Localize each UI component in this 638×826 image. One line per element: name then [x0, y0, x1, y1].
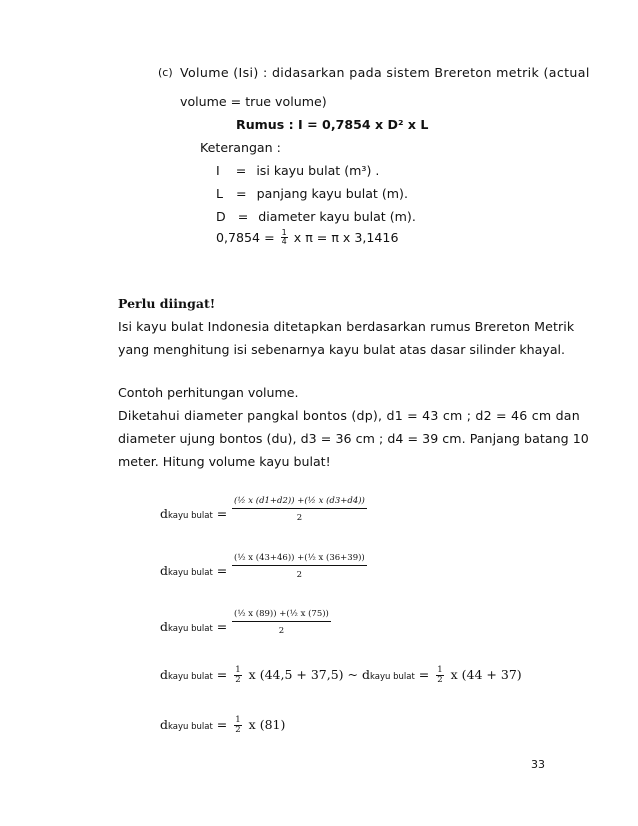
- perlu-heading: Perlu diingat!: [118, 296, 216, 311]
- d-symbol: d: [160, 717, 169, 732]
- frac-denominator: 4: [281, 237, 287, 246]
- d-kayu-bulat-label: [160, 619, 227, 634]
- frac-denominator: 2: [437, 675, 443, 685]
- formula-fraction: [232, 553, 367, 580]
- d-symbol: d: [160, 619, 169, 634]
- d-symbol: d: [160, 667, 169, 682]
- rumus-formula: Rumus : I = 0,7854 x D² x L: [236, 117, 429, 132]
- item-description: panjang kayu bulat (m).: [256, 186, 408, 201]
- equals-sign: =: [216, 506, 228, 521]
- frac-numerator: 1: [281, 228, 287, 237]
- quarter-fraction: [281, 229, 288, 246]
- item-symbol: D: [216, 209, 226, 224]
- equals-sign: =: [216, 563, 228, 578]
- keterangan-label: Keterangan :: [200, 140, 281, 155]
- keterangan-item: [216, 163, 379, 178]
- d-subscript: kayu bulat: [369, 672, 415, 682]
- d-kayu-bulat-label: [160, 506, 227, 521]
- formula-fraction: [232, 496, 367, 523]
- item-description: diameter kayu bulat (m).: [258, 209, 416, 224]
- fraction-denominator: 2: [296, 570, 303, 580]
- contoh-line-2: diameter ujung bontos (du), d3 = 36 cm ; d4 = 39 cm. Panjang batang 10: [118, 431, 589, 446]
- page-number: 33: [531, 758, 545, 771]
- equals-sign: =: [418, 667, 430, 682]
- step-4-line: [160, 666, 522, 685]
- contoh-heading: Contoh perhitungan volume.: [118, 385, 299, 400]
- equals-sign: =: [216, 717, 228, 732]
- fraction-numerator: (½ x (89)) +(½ x (75)): [232, 609, 331, 622]
- half-fraction: [436, 666, 443, 685]
- half-fraction: [234, 716, 241, 735]
- d-subscript: kayu bulat: [168, 722, 213, 732]
- step-4-right-expression: x (44 + 37): [450, 667, 522, 682]
- item-equals: =: [237, 209, 249, 224]
- d-subscript: kayu bulat: [168, 568, 213, 578]
- equals-sign: =: [216, 667, 228, 682]
- constant-right: x π = π x 3,1416: [293, 230, 399, 245]
- step-4-expression: x (44,5 + 37,5) ~: [248, 667, 358, 682]
- contoh-line-3: meter. Hitung volume kayu bulat!: [118, 454, 331, 469]
- contoh-line-1: Diketahui diameter pangkal bontos (dp), d1 = 43 cm ; d2 = 46 cm dan: [118, 408, 580, 423]
- fraction-denominator: 2: [296, 513, 303, 523]
- constant-definition: [216, 229, 398, 246]
- keterangan-item: [216, 209, 416, 224]
- item-description: isi kayu bulat (m³) .: [256, 163, 380, 178]
- constant-left: 0,7854 =: [216, 230, 275, 245]
- step-5-line: [160, 716, 285, 735]
- d-symbol: d: [160, 563, 169, 578]
- fraction-denominator: 2: [278, 626, 285, 636]
- frac-numerator: 1: [235, 665, 241, 675]
- frac-denominator: 2: [235, 675, 241, 685]
- d-subscript: kayu bulat: [168, 672, 213, 682]
- item-equals: =: [235, 163, 247, 178]
- equals-sign: =: [216, 619, 228, 634]
- step-5-expression: x (81): [248, 717, 286, 732]
- volume-line-2: volume = true volume): [180, 94, 327, 109]
- d-symbol: d: [361, 667, 370, 682]
- item-marker: (c): [158, 66, 173, 79]
- half-fraction: [234, 666, 241, 685]
- d-subscript: kayu bulat: [168, 511, 213, 521]
- perlu-line-1: Isi kayu bulat Indonesia ditetapkan berdasarkan rumus Brereton Metrik: [118, 319, 575, 334]
- perlu-line-2: yang menghitung isi sebenarnya kayu bulat atas dasar silinder khayal.: [118, 342, 566, 357]
- fraction-numerator: (½ x (d1+d2)) +(½ x (d3+d4)): [232, 496, 367, 509]
- d-kayu-bulat-label: [160, 563, 227, 578]
- fraction-numerator: (½ x (43+46)) +(½ x (36+39)): [232, 553, 367, 566]
- keterangan-item: [216, 186, 408, 201]
- d-subscript: kayu bulat: [168, 624, 213, 634]
- item-symbol: I: [216, 163, 220, 178]
- item-symbol: L: [216, 186, 224, 201]
- frac-numerator: 1: [437, 665, 443, 675]
- frac-numerator: 1: [235, 715, 241, 725]
- volume-line-1: Volume (Isi) : didasarkan pada sistem Brereton metrik (actual: [180, 65, 590, 80]
- formula-fraction: [232, 609, 331, 636]
- d-symbol: d: [160, 506, 169, 521]
- item-equals: =: [236, 186, 247, 201]
- frac-denominator: 2: [235, 725, 241, 735]
